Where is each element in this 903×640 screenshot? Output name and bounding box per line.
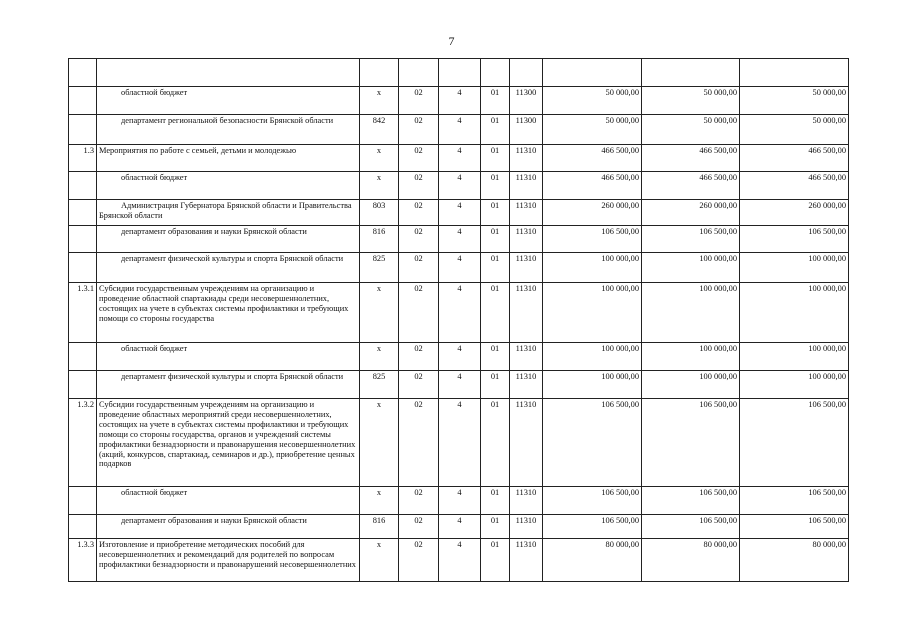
code-section: 02 xyxy=(399,539,439,582)
sum-year-2: 466 500,00 xyxy=(642,172,740,200)
row-number: 1.3.1 xyxy=(69,283,97,343)
table-row xyxy=(69,200,849,226)
row-number xyxy=(69,226,97,253)
row-name xyxy=(97,515,360,539)
code-target: 11300 xyxy=(510,115,543,145)
sum-year-3: 80 000,00 xyxy=(740,539,849,582)
code-section xyxy=(399,59,439,87)
code-subsection: 4 xyxy=(439,283,481,343)
row-number xyxy=(69,253,97,283)
code-program: 01 xyxy=(481,253,510,283)
sum-year-3: 50 000,00 xyxy=(740,115,849,145)
code-subsection: 4 xyxy=(439,115,481,145)
table-row xyxy=(69,399,849,487)
row-number xyxy=(69,515,97,539)
sum-year-3: 106 500,00 xyxy=(740,515,849,539)
code-target: 11310 xyxy=(510,172,543,200)
code-subsection xyxy=(439,59,481,87)
code-program: 01 xyxy=(481,515,510,539)
sum-year-3 xyxy=(740,59,849,87)
row-number xyxy=(69,371,97,399)
row-name-text: департамент образования и науки Брянской области xyxy=(121,516,307,525)
sum-year-1: 260 000,00 xyxy=(543,200,642,226)
code-section: 02 xyxy=(399,172,439,200)
row-name-text: областной бюджет xyxy=(121,173,188,182)
code-section: 02 xyxy=(399,399,439,487)
row-name-text: департамент региональной безопасности Брянской области xyxy=(121,116,334,125)
row-name: Изготовление и приобретение методических пособий для несовершеннолетних и рекомендаций для родителей по вопросам профилактики безнадзорности и правонарушений несовершеннолетних xyxy=(97,539,360,582)
sum-year-2: 100 000,00 xyxy=(642,253,740,283)
code-grbs xyxy=(360,59,399,87)
page-number: 7 xyxy=(448,34,455,48)
sum-year-1 xyxy=(543,59,642,87)
row-name xyxy=(97,253,360,283)
row-name-text: департамент образования и науки Брянской области xyxy=(121,227,307,236)
code-subsection: 4 xyxy=(439,87,481,115)
code-section: 02 xyxy=(399,226,439,253)
code-program xyxy=(481,59,510,87)
code-program: 01 xyxy=(481,87,510,115)
budget-table xyxy=(68,58,849,582)
sum-year-1: 100 000,00 xyxy=(543,253,642,283)
row-name: Субсидии государственным учреждениям на организацию и проведение областной спартакиады среди несовершеннолетних, состоящих на учете в субъектах системы профилактики и требующих помощи со стороны государства xyxy=(97,283,360,343)
code-grbs: 825 xyxy=(360,253,399,283)
code-section: 02 xyxy=(399,515,439,539)
row-number xyxy=(69,172,97,200)
sum-year-3: 106 500,00 xyxy=(740,487,849,515)
sum-year-1: 100 000,00 xyxy=(543,371,642,399)
sum-year-3: 106 500,00 xyxy=(740,226,849,253)
table-row xyxy=(69,226,849,253)
code-subsection: 4 xyxy=(439,200,481,226)
code-program: 01 xyxy=(481,200,510,226)
row-name xyxy=(97,115,360,145)
code-grbs: х xyxy=(360,145,399,172)
sum-year-2 xyxy=(642,59,740,87)
sum-year-1: 466 500,00 xyxy=(543,145,642,172)
code-target: 11310 xyxy=(510,371,543,399)
code-target: 11310 xyxy=(510,226,543,253)
sum-year-3: 100 000,00 xyxy=(740,371,849,399)
row-name xyxy=(97,87,360,115)
sum-year-1: 106 500,00 xyxy=(543,399,642,487)
row-number: 1.3 xyxy=(69,145,97,172)
code-section: 02 xyxy=(399,200,439,226)
sum-year-3: 100 000,00 xyxy=(740,253,849,283)
sum-year-2: 106 500,00 xyxy=(642,226,740,253)
table-row xyxy=(69,87,849,115)
code-grbs: х xyxy=(360,343,399,371)
code-program: 01 xyxy=(481,371,510,399)
code-grbs: 803 xyxy=(360,200,399,226)
code-target: 11310 xyxy=(510,399,543,487)
code-grbs: 842 xyxy=(360,115,399,145)
code-section: 02 xyxy=(399,115,439,145)
sum-year-2: 466 500,00 xyxy=(642,145,740,172)
code-subsection: 4 xyxy=(439,539,481,582)
sum-year-2: 50 000,00 xyxy=(642,115,740,145)
code-target xyxy=(510,59,543,87)
sum-year-2: 50 000,00 xyxy=(642,87,740,115)
code-subsection: 4 xyxy=(439,399,481,487)
table-row xyxy=(69,515,849,539)
table-row xyxy=(69,172,849,200)
code-subsection: 4 xyxy=(439,371,481,399)
sum-year-2: 260 000,00 xyxy=(642,200,740,226)
row-name xyxy=(97,343,360,371)
row-number: 1.3.2 xyxy=(69,399,97,487)
row-name: Мероприятия по работе с семьей, детьми и молодежью xyxy=(97,145,360,172)
code-grbs: 825 xyxy=(360,371,399,399)
code-subsection: 4 xyxy=(439,253,481,283)
code-section: 02 xyxy=(399,283,439,343)
sum-year-1: 106 500,00 xyxy=(543,487,642,515)
row-number xyxy=(69,343,97,371)
code-subsection: 4 xyxy=(439,487,481,515)
sum-year-1: 50 000,00 xyxy=(543,87,642,115)
sum-year-2: 106 500,00 xyxy=(642,487,740,515)
code-program: 01 xyxy=(481,172,510,200)
row-name-text: Администрация Губернатора Брянской области и Правительства Брянской области xyxy=(99,201,352,220)
code-grbs: х xyxy=(360,87,399,115)
row-number xyxy=(69,115,97,145)
code-target: 11310 xyxy=(510,253,543,283)
code-subsection: 4 xyxy=(439,172,481,200)
code-subsection: 4 xyxy=(439,343,481,371)
row-name xyxy=(97,59,360,87)
sum-year-3: 50 000,00 xyxy=(740,87,849,115)
code-program: 01 xyxy=(481,343,510,371)
code-target: 11300 xyxy=(510,87,543,115)
table-row xyxy=(69,487,849,515)
code-grbs: х xyxy=(360,399,399,487)
code-section: 02 xyxy=(399,487,439,515)
table-row xyxy=(69,371,849,399)
code-program: 01 xyxy=(481,539,510,582)
row-name-text: департамент физической культуры и спорта Брянской области xyxy=(121,372,344,381)
row-name-text: областной бюджет xyxy=(121,344,188,353)
sum-year-2: 106 500,00 xyxy=(642,399,740,487)
table-row xyxy=(69,253,849,283)
code-target: 11310 xyxy=(510,539,543,582)
sum-year-3: 260 000,00 xyxy=(740,200,849,226)
code-program: 01 xyxy=(481,283,510,343)
table-row xyxy=(69,145,849,172)
code-section: 02 xyxy=(399,343,439,371)
table-row xyxy=(69,59,849,87)
sum-year-2: 100 000,00 xyxy=(642,371,740,399)
code-section: 02 xyxy=(399,87,439,115)
code-target: 11310 xyxy=(510,343,543,371)
code-target: 11310 xyxy=(510,515,543,539)
code-section: 02 xyxy=(399,371,439,399)
sum-year-3: 100 000,00 xyxy=(740,343,849,371)
code-grbs: 816 xyxy=(360,226,399,253)
table-row xyxy=(69,343,849,371)
code-grbs: х xyxy=(360,539,399,582)
code-target: 11310 xyxy=(510,487,543,515)
row-name xyxy=(97,172,360,200)
code-target: 11310 xyxy=(510,145,543,172)
row-number xyxy=(69,487,97,515)
code-grbs: х xyxy=(360,172,399,200)
row-number xyxy=(69,59,97,87)
sum-year-2: 80 000,00 xyxy=(642,539,740,582)
code-program: 01 xyxy=(481,226,510,253)
row-number: 1.3.3 xyxy=(69,539,97,582)
sum-year-1: 50 000,00 xyxy=(543,115,642,145)
table-row xyxy=(69,283,849,343)
code-subsection: 4 xyxy=(439,515,481,539)
sum-year-1: 80 000,00 xyxy=(543,539,642,582)
code-program: 01 xyxy=(481,145,510,172)
code-grbs: 816 xyxy=(360,515,399,539)
sum-year-3: 100 000,00 xyxy=(740,283,849,343)
sum-year-2: 106 500,00 xyxy=(642,515,740,539)
sum-year-1: 100 000,00 xyxy=(543,343,642,371)
row-number xyxy=(69,87,97,115)
row-number xyxy=(69,200,97,226)
table-row xyxy=(69,539,849,582)
code-subsection: 4 xyxy=(439,145,481,172)
row-name xyxy=(97,200,360,226)
row-name xyxy=(97,487,360,515)
sum-year-3: 106 500,00 xyxy=(740,399,849,487)
row-name-text: департамент физической культуры и спорта Брянской области xyxy=(121,254,344,263)
sum-year-2: 100 000,00 xyxy=(642,343,740,371)
code-target: 11310 xyxy=(510,283,543,343)
code-program: 01 xyxy=(481,399,510,487)
sum-year-1: 106 500,00 xyxy=(543,226,642,253)
row-name: Субсидии государственным учреждениям на организацию и проведение областных мероприятий среди несовершеннолетних, состоящих на учете в субъектах системы профилактики и требующих помощи со стороны государства, органов и учреждений системы профилактики безнадзорности и правонарушения несовершеннолетних (акций, конкурсов, спартакиад, семинаров и др.), приобретение ценных подарков xyxy=(97,399,360,487)
sum-year-1: 106 500,00 xyxy=(543,515,642,539)
code-subsection: 4 xyxy=(439,226,481,253)
table-row xyxy=(69,115,849,145)
sum-year-1: 466 500,00 xyxy=(543,172,642,200)
code-section: 02 xyxy=(399,145,439,172)
code-grbs: х xyxy=(360,283,399,343)
row-name xyxy=(97,371,360,399)
code-program: 01 xyxy=(481,487,510,515)
row-name xyxy=(97,226,360,253)
row-name-text: областной бюджет xyxy=(121,88,188,97)
sum-year-1: 100 000,00 xyxy=(543,283,642,343)
code-program: 01 xyxy=(481,115,510,145)
sum-year-2: 100 000,00 xyxy=(642,283,740,343)
sum-year-3: 466 500,00 xyxy=(740,145,849,172)
sum-year-3: 466 500,00 xyxy=(740,172,849,200)
code-grbs: х xyxy=(360,487,399,515)
code-target: 11310 xyxy=(510,200,543,226)
code-section: 02 xyxy=(399,253,439,283)
row-name-text: областной бюджет xyxy=(121,488,188,497)
